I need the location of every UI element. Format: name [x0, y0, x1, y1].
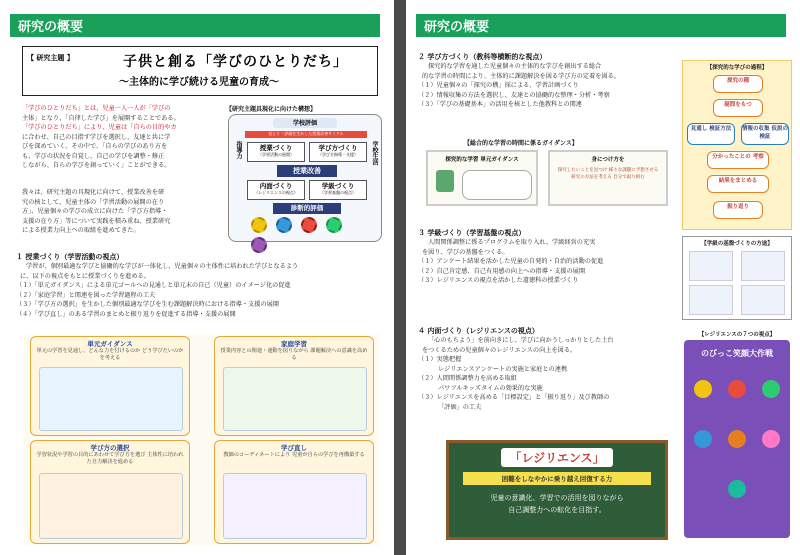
section-4-line: をつくるための児童個々のレジリエンスの向上を図る。	[422, 346, 577, 354]
intro-line: 「学びのひとりだち」とは、児童一人一人が「学びの	[22, 105, 171, 112]
section-4-item: パワフルキッズタイムの効果的な実施	[438, 384, 543, 392]
section-4-item: （１）実態把握	[418, 356, 462, 363]
sogo-right-panel: 身につけ方を 探究したいことを見つけ 様々な課題に予想させる 研究の方法を考える 自分で取り組む	[548, 150, 668, 206]
left-page	[0, 0, 394, 555]
kiban-title: 【学級の基盤づくりの方途】	[701, 241, 773, 247]
poster-title: 【レジリエンスの７つの視点】	[698, 332, 776, 338]
lesson-making-box: 授業づくり （学習活動の展開）	[247, 142, 305, 162]
intro-paragraph	[22, 104, 220, 171]
poster-heading: のびっこ笑顔大作戦	[701, 349, 773, 358]
classroom-illustration	[39, 367, 183, 431]
section-1-line: に、以下の視点をもとに授業づくりを進める。	[20, 272, 150, 280]
sogo-guidance	[424, 138, 670, 208]
speech-bubble-icon	[462, 170, 532, 200]
section-1-item: （３）「学び方の選択」を生かした個別最適な学びを生む課題解決時における指導・支援の展開	[16, 301, 279, 308]
flow-step: 疑問をもつ	[713, 99, 763, 117]
resilience-poster	[682, 330, 792, 540]
learning-method-box: 学び方づくり （学び方指導・支援）	[309, 142, 367, 162]
character-icon	[728, 480, 746, 498]
character-icon	[762, 430, 780, 448]
resilience-chalkboard	[446, 440, 668, 540]
theme-subtitle: ～主体的に学び続ける児童の育成～	[119, 77, 279, 88]
section-1-line: 学習が、個別最適な学びと協働的な学びが一体化し、児童個々の主体性に培われた学びとなるよう	[26, 263, 299, 270]
right-page-header: 研究の概要	[416, 14, 786, 37]
section-3-line: 人間関係調整に係るプログラムを取り入れ、学級経営の充実	[428, 239, 596, 246]
section-2-item: （１）児童個々の「探究の構」採による、学習計画づくり	[418, 82, 579, 89]
intro2-line: 我々は、研究主題の具現化に向けて、授業改善を研	[22, 189, 165, 196]
character-icon	[694, 380, 712, 398]
reflection-illustration	[223, 473, 367, 539]
card-text: 教師のコーディネートにより 児童が自らの学びを再構築する	[223, 452, 365, 458]
guidance-icon	[436, 170, 454, 192]
home-study-illustration	[223, 367, 367, 431]
intro-line: に合わせ、自己の目指す学びを選択し、友達と共に学	[22, 133, 171, 141]
section-4-item: レジリエンスアンケートの実施と家庭との連携	[438, 365, 568, 373]
inquiry-flow-panel	[682, 60, 792, 230]
group-work-illustration	[39, 473, 183, 539]
intro-line: 主体」となり、「自律した学び」を展開することである。	[22, 114, 180, 122]
foundation-chart	[689, 285, 733, 315]
card-unit-guidance	[30, 336, 190, 436]
left-page-header: 研究の概要	[10, 14, 380, 37]
lesson-improvement: 授業改善	[277, 165, 337, 177]
flow-step: 情報の収集 仮説の検証	[741, 123, 789, 145]
gear-icon	[251, 217, 267, 233]
intro-paragraph-2	[22, 188, 220, 236]
character-icon	[762, 380, 780, 398]
section-3-item: （３）レジリエンスの視点を活かした道徳科の授業づくり	[418, 277, 579, 284]
concept-diagram	[226, 104, 384, 244]
card-title: 学び直し	[281, 444, 307, 452]
section-2-line: 探究的な学習を通した児童個々の主体的な学びを創出する総合	[428, 63, 602, 70]
sogo-title: 【総合的な学習の時間に係るガイダンス】	[464, 140, 578, 147]
chalk-text: 児童の意識化、学習での活用を図りながら	[490, 494, 624, 502]
section-4	[418, 326, 678, 412]
inner-making-box: 内面づくり （レジリエンスの視点）	[247, 180, 305, 200]
character-icon	[694, 430, 712, 448]
card-relearning	[214, 440, 374, 544]
card-title: 家庭学習	[281, 340, 307, 348]
diagram-title: 【研究主題具現化に向けた構想】	[226, 106, 317, 113]
card-text: 授業内容との関連・連動を図りながら 課題解決への意識を高める	[220, 348, 368, 361]
flow-step: 探究の種	[713, 75, 763, 93]
intro2-line: 支援の在り方」等について実践を積み重ね、授業研究	[22, 217, 171, 225]
school-evaluation: 学校評価	[273, 118, 337, 128]
chalk-title: 「レジリエンス」	[501, 448, 612, 467]
section-1-item: （２）「家庭学習」と関連を図った学習過程の工夫	[16, 291, 156, 299]
gear-icon	[301, 217, 317, 233]
section-4-line: 「心のもちよう」を前向きにし、学びに向かうしっかりとした土台	[428, 337, 614, 344]
chalk-text: 自己調整力への転化を目指す。	[508, 506, 606, 514]
gear-icon	[251, 237, 267, 253]
class-making-box: 学級づくり （学習基盤の視点）	[309, 180, 367, 200]
section-1-title: １ 授業づくり（学習活動の視点）	[16, 253, 124, 261]
gear-icon	[276, 217, 292, 233]
card-home-study	[214, 336, 374, 436]
vertical-label-right: 学校生活	[371, 141, 378, 165]
section-3-line: を図り、学びの基盤をつくる。	[422, 248, 509, 256]
card-text: 単元の学習を見通し、どんな力を付けるのか どう学びたいのかを考える	[36, 348, 184, 361]
section-2-title: ２ 学び方づくり（教科等横断的な視点）	[418, 53, 547, 61]
vertical-label-left: 指導力	[235, 141, 242, 159]
diagnostic-evaluation: 診断的評価	[273, 203, 341, 214]
foundation-chart	[741, 251, 785, 281]
flow-step: 分かったことの 考察	[707, 151, 769, 169]
section-4-item: （３）レジリエンスを高める「目標設定」と「振り返り」及び教師の	[418, 394, 610, 401]
section-2	[418, 52, 678, 110]
theme-tag: 【 研究主題 】	[27, 54, 74, 62]
theme-title: 子供と創る「学びのひとりだち」	[123, 54, 348, 70]
character-icon	[728, 380, 746, 398]
flow-step: 振り返り	[713, 201, 763, 219]
section-2-item: （３）「学びの基礎基本」の活用を核とした他教科との関連	[418, 101, 582, 108]
intro2-line: 究の核として、児童主体の「学習活動の展開の在り	[22, 198, 165, 206]
section-1-item: （１）「単元ガイダンス」による単元ゴールへの見通しと単元末の自己（児童）のイメージ化の促進	[16, 282, 291, 289]
foundation-chart	[741, 285, 785, 315]
sogo-left-panel: 探究的な学習 単元ガイダンス	[426, 150, 538, 206]
intro2-line: 方」、児童個々の学びの成立に向けた「学び方指導・	[22, 208, 168, 215]
flow-step: 結果をまとめる	[707, 175, 769, 193]
intro2-line: による授業力向上への取組を進めてきた。	[22, 227, 140, 234]
diagram-gears	[251, 217, 361, 237]
section-1-item: （４）「学び直し」のある学習のまとめと振り返りを促進する指導・支援の展開	[16, 310, 236, 318]
section-3-title: ３ 学級づくり（学習基盤の視点）	[418, 229, 526, 237]
section-3-item: （２）自己肯定感、自己有用感の向上への指導・支援の展開	[418, 267, 586, 275]
flow-title: 【探究的な学びの過程】	[706, 65, 768, 71]
card-title: 単元ガイダンス	[87, 340, 133, 348]
learning-cards-area	[24, 334, 380, 546]
theme-box	[22, 46, 378, 96]
chalk-subtitle: 困難をしなやかに乗り越え回復する力	[463, 472, 651, 485]
card-text: 学習状況や学習の目的にあわせて学び方を選び 主体性に培われた自力解決を進める	[36, 452, 184, 465]
flow-step: 見通し 検証方法	[687, 123, 735, 145]
character-icon	[728, 430, 746, 448]
gear-icon	[326, 217, 342, 233]
card-method-choice	[30, 440, 190, 544]
section-4-item: 「評価」の工夫	[438, 403, 482, 411]
cycle-banner: 見とり・評価を生かした授業改善サイクル	[245, 131, 367, 138]
intro-line: も、学びの状況を自覚し、自己の学びを調整・修正	[22, 152, 165, 160]
section-3-item: （１）アンケート結果を活かした児童の自発的・自治的活動の促進	[418, 258, 604, 265]
section-2-line: 的な学習の時間により、主体的に課題解決を図る学び方の定着を図る。	[422, 72, 620, 80]
section-3	[418, 228, 678, 286]
card-title: 学び方の選択	[90, 444, 130, 452]
section-1	[16, 252, 386, 319]
section-4-title: ４ 内面づくり（レジリエンスの視点）	[418, 327, 539, 335]
intro-line: 「学びのひとりだち」により、児童は「自らの目的やカ	[22, 124, 177, 131]
foundation-chart	[689, 251, 733, 281]
right-page	[406, 0, 800, 555]
section-2-item: （２）情報収集の方法を選択し、友達との協働的な整理・分析・考察	[418, 91, 610, 99]
intro-line: びを深めていく。その中で、「自らの学びのあり方を	[22, 143, 168, 150]
intro-line: しながら、自らの学びを創っていく」ことができる。	[22, 162, 171, 169]
class-foundation-panel	[682, 236, 792, 320]
section-4-item: （２）人間関係調整力を高める取組	[418, 375, 517, 382]
